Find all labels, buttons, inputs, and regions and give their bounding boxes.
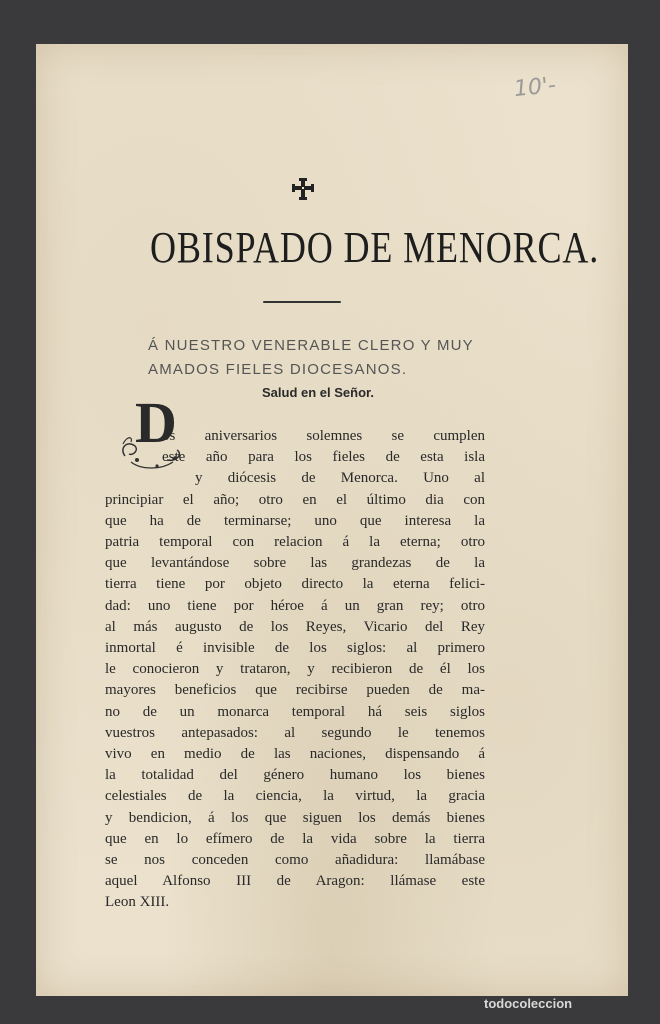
- body-line: patria temporal con relacion á la eterna; otro: [105, 534, 485, 551]
- body-line: este año para los fieles de esta isla: [162, 449, 485, 466]
- salutation: Salud en el Señor.: [262, 385, 374, 400]
- watermark: todocoleccion: [484, 996, 573, 1011]
- body-line: tierra tiene por objeto directo la eterna felici-: [105, 576, 485, 593]
- page-title: OBISPADO DE MENORCA.: [150, 223, 600, 272]
- addressee: [148, 334, 488, 382]
- body-line: y bendicion, á los que siguen los demás bienes: [105, 809, 485, 826]
- body-line: vivo en medio de las naciones, dispensando á: [105, 746, 485, 763]
- body-line: dad: uno tiene por héroe á un gran rey; otro: [105, 597, 485, 614]
- body-line: mayores beneficios que recibirse pueden de ma-: [105, 682, 485, 699]
- body-line: al más augusto de los Reyes, Vicario del Rey: [105, 618, 485, 635]
- body-line: le conocieron y trataron, y recibieron de él los: [105, 661, 485, 678]
- body-line: inmortal é invisible de los siglos: al primero: [105, 640, 485, 657]
- letter-body: [105, 426, 485, 914]
- body-line: la totalidad del género humano los bienes: [105, 767, 485, 784]
- body-line: que levantándose sobre las grandezas de la: [105, 555, 485, 572]
- body-line: principiar el año; otro en el último dia con: [105, 491, 485, 508]
- body-line: os aniversarios solemnes se cumplen: [162, 428, 485, 444]
- addressee-line-2: AMADOS FIELES DIOCESANOS.: [148, 361, 408, 378]
- body-line: Leon XIII.: [105, 894, 170, 911]
- body-line: celestiales de la ciencia, la virtud, la gracia: [105, 788, 485, 805]
- addressee-line-1: Á NUESTRO VENERABLE CLERO Y MUY: [148, 337, 474, 354]
- pencil-price-annotation: 10'-: [512, 72, 558, 103]
- dropcap-letter: D: [135, 390, 177, 455]
- title-divider: [263, 301, 341, 303]
- body-line: no de un monarca temporal há seis siglos: [105, 703, 485, 720]
- body-line: vuestros antepasados: al segundo le tenemos: [105, 724, 485, 741]
- body-line: se nos conceden como añadidura: llamábase: [105, 852, 485, 869]
- body-line: que en lo efímero de la vida sobre la tierra: [105, 830, 485, 847]
- cross-icon: [291, 177, 315, 205]
- body-line: y diócesis de Menorca. Uno al: [195, 470, 485, 487]
- body-line: que ha de terminarse; uno que interesa la: [105, 512, 485, 529]
- body-line: aquel Alfonso III de Aragon: llámase este: [105, 873, 485, 890]
